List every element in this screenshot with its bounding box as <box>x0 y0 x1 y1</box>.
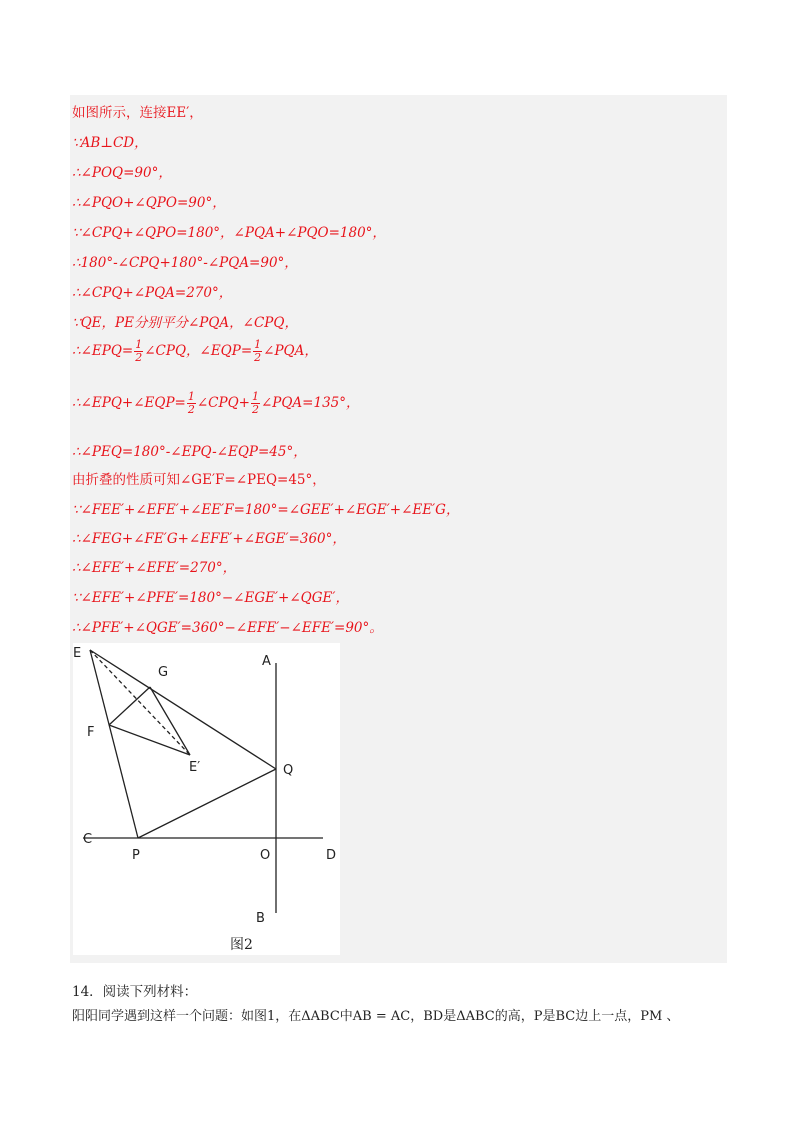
solution-line: ∵∠FEE′+∠EFE′+∠EE′F=180°=∠GEE′+∠EGE′+∠EE′G， <box>72 502 460 518</box>
fraction-numerator: 1 <box>135 338 143 351</box>
solution-line: ∵∠EFE′+∠PFE′=180°−∠EGE′+∠QGE′， <box>72 590 349 606</box>
label-f: F <box>87 725 95 740</box>
segment-ep <box>90 650 138 838</box>
fraction-half <box>187 391 196 416</box>
solution-line: ∴∠PEQ=180°-∠EPQ-∠EQP=45°， <box>72 444 307 460</box>
solution-line-fraction <box>72 391 360 416</box>
solution-line: 由折叠的性质可知∠GE′F=∠PEQ=45°， <box>72 472 326 488</box>
solution-line: ∴∠PQO+∠QPO=90°， <box>72 195 226 211</box>
label-a: A <box>262 654 271 669</box>
segment-ge-prime <box>150 687 190 755</box>
label-q: Q <box>283 763 294 778</box>
fraction-denominator: 2 <box>251 403 259 416</box>
solution-line: ∴∠CPQ+∠PQA=270°， <box>72 285 233 301</box>
label-e-prime: E′ <box>189 760 201 775</box>
text-segment: ∴∠EPQ+∠EQP= <box>72 395 186 411</box>
label-c: C <box>83 832 93 847</box>
figure-caption: 图2 <box>230 937 253 953</box>
text-segment: ∴∠EPQ= <box>72 343 134 359</box>
figure-2-diagram <box>73 643 340 955</box>
solution-line: ∵QE，PE分别平分∠PQA，∠CPQ， <box>72 315 298 331</box>
label-o: O <box>260 848 271 863</box>
question-heading: 14．阅读下列材料： <box>72 984 198 1000</box>
fraction-denominator: 2 <box>254 351 262 364</box>
solution-line-fraction <box>72 339 318 364</box>
fraction-half <box>134 339 143 364</box>
segment-pq <box>138 769 276 838</box>
solution-line: ∵AB⊥CD， <box>72 135 148 151</box>
question-text: 阳阳同学遇到这样一个问题：如图1，在ΔABC中AB = AC，BD是ΔABC的高，P是BC边上一点，PM 、 <box>72 1009 680 1024</box>
solution-line: ∴180°-∠CPQ+180°-∠PQA=90°， <box>72 255 298 271</box>
segment-ee-prime-dashed <box>90 650 190 755</box>
text-segment: ∠PQA=135°， <box>260 395 360 411</box>
text-segment: ∠PQA， <box>263 343 318 359</box>
geometry-figure <box>73 643 340 955</box>
fraction-half <box>251 391 260 416</box>
fraction-numerator: 1 <box>254 338 262 351</box>
solution-line: ∵∠CPQ+∠QPO=180°，∠PQA+∠PQO=180°， <box>72 225 386 241</box>
fraction-denominator: 2 <box>135 351 143 364</box>
fraction-numerator: 1 <box>187 390 195 403</box>
solution-line: 如图所示，连接EE′， <box>72 105 203 121</box>
label-g: G <box>158 665 169 680</box>
solution-line: ∴∠POQ=90°， <box>72 165 172 181</box>
segment-fe-prime <box>109 725 190 755</box>
fraction-half <box>253 339 262 364</box>
text-segment: ∠CPQ+ <box>196 395 250 411</box>
label-d: D <box>326 848 337 863</box>
solution-line: ∴∠PFE′+∠QGE′=360°−∠EFE′−∠EFE′=90°。 <box>72 620 383 636</box>
solution-line: ∴∠EFE′+∠EFE′=270°， <box>72 560 237 576</box>
label-b: B <box>256 911 265 926</box>
segment-eq <box>90 650 276 769</box>
fraction-numerator: 1 <box>251 390 259 403</box>
text-segment: ∠CPQ，∠EQP= <box>144 343 253 359</box>
fraction-denominator: 2 <box>187 403 195 416</box>
label-p: P <box>132 848 140 863</box>
solution-line: ∴∠FEG+∠FE′G+∠EFE′+∠EGE′=360°， <box>72 531 346 547</box>
label-e: E <box>73 646 82 661</box>
